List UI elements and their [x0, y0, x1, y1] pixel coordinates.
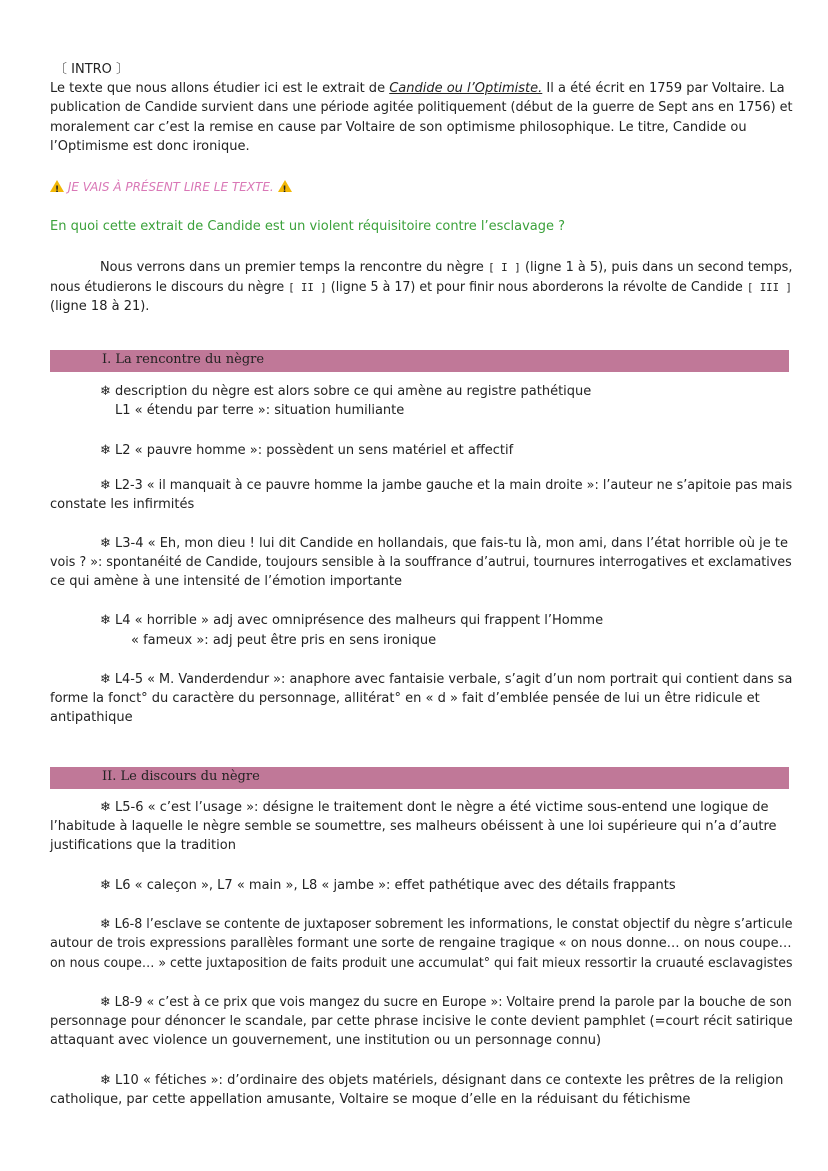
s2-line: l’habitude à laquelle le nègre semble se soumettre, ses malheurs obéissent à une loi supérieure qui n’a d’autre	[50, 819, 777, 834]
warning-text: JE VAIS À PRÉSENT LIRE LE TEXTE.	[64, 180, 278, 194]
s2-line: autour de trois expressions parallèles formant une sorte de rengaine tragique « on nous donne… on nous coupe…	[50, 936, 792, 951]
s2-line: ❄ L10 « fétiches »: d’ordinaire des objets matériels, désignant dans ce contexte les prêtres de la religion	[100, 1073, 784, 1088]
part-ref-2: [ II ]	[288, 281, 327, 294]
plan-line-1-b: (ligne 1 à 5), puis dans un second temps,	[520, 260, 793, 275]
intro-line-1-pre: Le texte que nous allons étudier ici est le extrait de	[50, 81, 390, 96]
s1-line: ❄ description du nègre est alors sobre ce qui amène au registre pathétique	[100, 384, 592, 399]
s1-line: « fameux »: adj peut être pris en sens ironique	[131, 633, 437, 648]
section-2-heading-bar	[50, 767, 789, 789]
s1-line: ❄ L4-5 « M. Vanderdendur »: anaphore avec fantaisie verbale, s’agit d’un nom portrait qui contient dans sa	[100, 672, 793, 687]
intro-line-1-post: Il a été écrit en 1759 par Voltaire. La	[542, 81, 785, 96]
plan-line-3: (ligne 18 à 21).	[50, 299, 150, 314]
s1-line: ❄ L3-4 « Eh, mon dieu ! lui dit Candide en hollandais, que fais-tu là, mon ami, dans l’état horrible où je te	[100, 536, 788, 551]
problematique: En quoi cette extrait de Candide est un violent réquisitoire contre l’esclavage ?	[50, 219, 566, 234]
s1-line: vois ? »: spontanéité de Candide, toujours sensible à la souffrance d’autrui, tournures interrogatives et exclamatives	[50, 555, 792, 570]
s1-line: ❄ L2 « pauvre homme »: possèdent un sens matériel et affectif	[100, 443, 514, 458]
s1-line: ❄ L4 « horrible » adj avec omniprésence des malheurs qui frappent l’Homme	[100, 613, 604, 628]
s1-line: ❄ L2-3 « il manquait à ce pauvre homme la jambe gauche et la main droite »: l’auteur ne s’apitoie pas mais	[100, 478, 793, 493]
s2-line: ❄ L8-9 « c’est à ce prix que vois mangez du sucre en Europe »: Voltaire prend la parole par la bouche de son	[100, 995, 792, 1010]
s2-line: ❄ L5-6 « c’est l’usage »: désigne le traitement dont le nègre a été victime sous-entend une logique de	[100, 800, 769, 815]
s1-line: forme la fonct° du caractère du personnage, allitérat° en « d » fait d’emblée pensée de lui un être ridicule et	[50, 691, 760, 706]
s2-line: ❄ L6-8 l’esclave se contente de juxtaposer sobrement les informations, le constat objectif du nègre s’articule	[100, 917, 793, 932]
plan-line-1	[100, 258, 792, 278]
s1-line: ce qui amène à une intensité de l’émotion importante	[50, 574, 403, 589]
part-ref-1: [ I ]	[487, 261, 521, 274]
plan-line-1-a: Nous verrons dans un premier temps la rencontre du nègre	[100, 260, 488, 275]
part-ref-3: [ III ]	[746, 281, 792, 294]
s1-line: constate les infirmités	[50, 497, 195, 512]
intro-heading: 〔 INTRO 〕	[54, 62, 130, 77]
s2-line: ❄ L6 « caleçon », L7 « main », L8 « jambe »: effet pathétique avec des détails frappants	[100, 878, 676, 893]
intro-line-1	[50, 79, 785, 99]
section-2-title: II. Le discours du nègre	[102, 769, 260, 784]
section-1-title: I. La rencontre du nègre	[102, 352, 265, 367]
s1-line: antipathique	[50, 710, 133, 725]
warning-icon	[278, 180, 292, 192]
s2-line: justifications que la tradition	[50, 838, 236, 853]
s2-line: personnage pour dénoncer le scandale, par cette phrase incisive le conte devient pamphlet (=court récit satirique	[50, 1014, 793, 1029]
warning-icon	[50, 180, 64, 192]
intro-line-4: l’Optimisme est donc ironique.	[50, 139, 250, 154]
book-title: Candide ou l’Optimiste.	[389, 81, 543, 96]
plan-line-2-a: nous étudierons le discours du nègre	[50, 280, 289, 295]
intro-line-3: moralement car c’est la remise en cause par Voltaire de son optimisme philosophique. Le titre, Candide ou	[50, 120, 747, 135]
section-1-heading-bar	[50, 350, 789, 372]
reading-warning	[50, 178, 292, 198]
s2-line: attaquant avec violence un gouvernement, une institution ou un personnage connu)	[50, 1033, 602, 1048]
plan-line-2-b: (ligne 5 à 17) et pour finir nous aborderons la révolte de Candide	[326, 280, 747, 295]
s2-line: on nous coupe… » cette juxtaposition de faits produit une accumulat° qui fait mieux ressortir la cruauté esclavagistes	[50, 956, 793, 971]
intro-line-2: publication de Candide survient dans une période agitée politiquement (début de la guerre de Sept ans en 1756) et	[50, 100, 793, 115]
s2-line: catholique, par cette appellation amusante, Voltaire se moque d’elle en la réduisant du fétichisme	[50, 1092, 691, 1107]
plan-line-2	[50, 278, 792, 298]
s1-line: L1 « étendu par terre »: situation humiliante	[115, 403, 405, 418]
